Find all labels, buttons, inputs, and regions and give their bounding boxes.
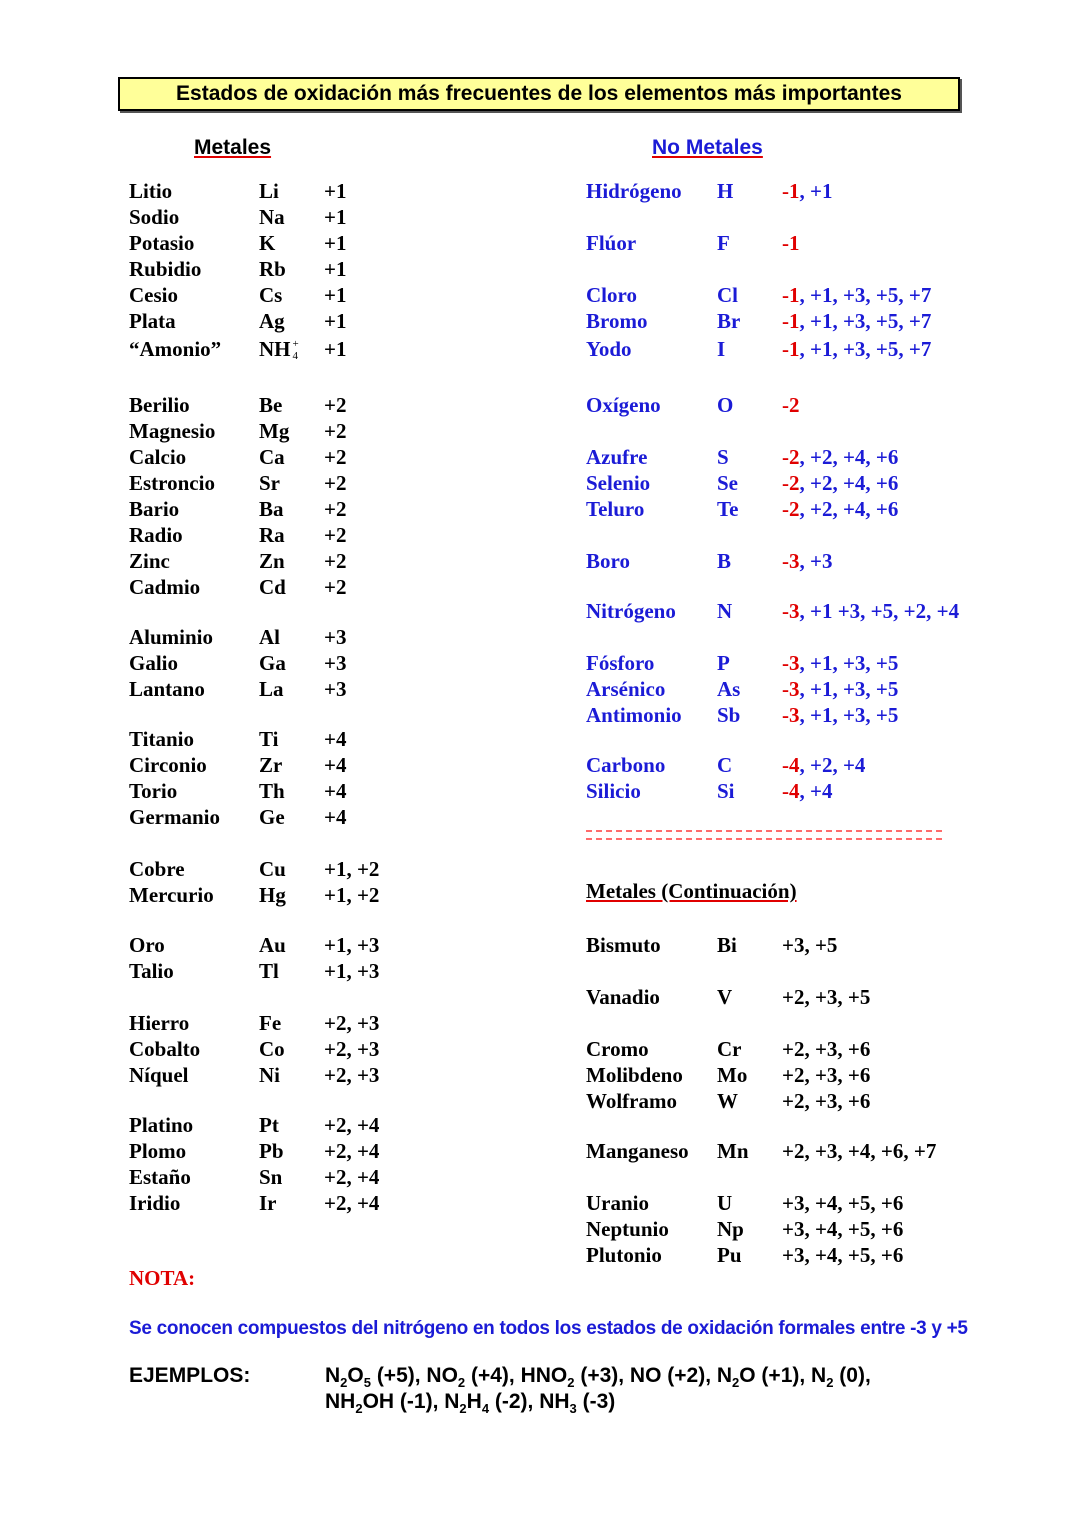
- element-symbol: [259, 856, 286, 882]
- formula-subscript: 4: [481, 1401, 490, 1417]
- element-symbol-base: Sr: [259, 471, 280, 495]
- element-name: Azufre: [586, 445, 648, 469]
- metales-heading: Metales: [194, 136, 272, 159]
- element-symbol-base: Pb: [259, 1139, 284, 1163]
- negative-state: -1: [782, 337, 800, 361]
- element-name: Antimonio: [586, 703, 682, 727]
- element-symbol-base: Ga: [259, 651, 286, 675]
- no-metal-row: [0, 598, 1080, 624]
- oxidation-states: [782, 676, 898, 702]
- oxidation-states: +2, +3, +4, +6, +7: [782, 1139, 937, 1163]
- formula-subscript: 2: [567, 1375, 575, 1391]
- nota-text: Se conocen compuestos del nitrógeno en todos los estados de oxidación formales entre -3 y +5: [129, 1318, 968, 1339]
- negative-state: -3: [782, 703, 800, 727]
- metales-continuacion-heading: Metales (Continuación): [586, 879, 797, 903]
- element-symbol-base: Zr: [259, 753, 283, 777]
- element-name: Zinc: [129, 549, 170, 573]
- oxidation-states: +2, +3, +6: [782, 1063, 871, 1087]
- no-metal-row: [0, 444, 1080, 470]
- element-symbol-base: Mg: [259, 419, 290, 443]
- element-name: Oxígeno: [586, 393, 661, 417]
- element-symbol: Si: [717, 779, 735, 803]
- oxidation-states: [782, 282, 931, 308]
- element-symbol: [259, 1164, 282, 1190]
- element-symbol: N: [717, 599, 733, 623]
- element-symbol-base: Ir: [259, 1191, 277, 1215]
- element-symbol: [259, 1010, 281, 1036]
- oxidation-states: [782, 752, 865, 778]
- oxidation-states: [782, 496, 898, 522]
- element-name: Bismuto: [586, 933, 661, 957]
- charge-superscript: +: [292, 338, 299, 351]
- formula-subscript: 2: [732, 1375, 740, 1391]
- element-symbol: [259, 624, 280, 650]
- ejemplos-line-2: [325, 1390, 616, 1417]
- formula-text: (+4), HNO: [465, 1364, 568, 1387]
- oxidation-states: [782, 702, 898, 728]
- oxidation-states: +2, +4: [324, 1165, 380, 1189]
- element-name: Nitrógeno: [586, 599, 676, 623]
- no-metal-row: [0, 650, 1080, 676]
- element-name: Cadmio: [129, 575, 201, 599]
- element-name: Litio: [129, 179, 173, 203]
- element-symbol: P: [717, 651, 730, 675]
- positive-states: , +1, +3, +5, +7: [799, 283, 932, 307]
- element-symbol: [259, 726, 278, 752]
- oxidation-states: +1: [324, 231, 347, 255]
- element-name: Rubidio: [129, 257, 202, 281]
- element-symbol: [259, 204, 285, 230]
- metal-cont-row: [0, 1190, 1080, 1216]
- element-name: Galio: [129, 651, 179, 675]
- metal-row: [0, 522, 540, 548]
- oxidation-states: [782, 392, 800, 418]
- formula-subscript: 2: [826, 1375, 834, 1391]
- element-symbol-base: Rb: [259, 257, 286, 281]
- oxidation-states: [782, 308, 931, 334]
- negative-state: -2: [782, 497, 800, 521]
- element-name: Magnesio: [129, 419, 216, 443]
- metal-row: [0, 1010, 540, 1036]
- element-name: Circonio: [129, 753, 207, 777]
- element-name: Titanio: [129, 727, 194, 751]
- element-name: Bario: [129, 497, 180, 521]
- oxidation-states: +2: [324, 497, 347, 521]
- oxidation-states: +3, +5: [782, 933, 838, 957]
- positive-states: , +2, +4, +6: [799, 471, 899, 495]
- formula-text: (0),: [833, 1364, 871, 1387]
- metal-cont-row: [0, 932, 1080, 958]
- element-symbol: Cl: [717, 283, 738, 307]
- element-symbol: [259, 882, 286, 908]
- formula-text: NH: [325, 1390, 356, 1413]
- element-symbol: [259, 256, 286, 282]
- formula-subscript: 2: [459, 1401, 467, 1417]
- oxidation-states: [782, 778, 832, 804]
- positive-states: , +1, +3, +5: [799, 677, 899, 701]
- element-name: “Amonio”: [129, 337, 222, 361]
- formula-text: (-3): [576, 1390, 616, 1413]
- element-name: Plutonio: [586, 1243, 662, 1267]
- element-symbol-base: Cd: [259, 575, 286, 599]
- oxidation-states: +1: [324, 205, 347, 229]
- section-divider: [586, 830, 942, 840]
- element-name: Wolframo: [586, 1089, 677, 1113]
- positive-states: , +1, +3, +5, +7: [799, 309, 932, 333]
- element-symbol-base: Ti: [259, 727, 279, 751]
- metal-row: [0, 204, 540, 230]
- oxidation-states: +1: [324, 283, 347, 307]
- element-name: Cobre: [129, 857, 185, 881]
- metal-cont-row: [0, 1138, 1080, 1164]
- element-symbol: H: [717, 179, 734, 203]
- metal-cont-row: [0, 1088, 1080, 1114]
- element-symbol: [259, 958, 279, 984]
- element-name: Aluminio: [129, 625, 214, 649]
- oxidation-states: +2, +3: [324, 1011, 380, 1035]
- element-symbol: S: [717, 445, 729, 469]
- no-metal-row: [0, 282, 1080, 308]
- oxidation-states: +4: [324, 727, 347, 751]
- formula-text: OH (-1), N: [362, 1390, 460, 1413]
- element-name: Estroncio: [129, 471, 215, 495]
- oxidation-states: +1, +3: [324, 933, 380, 957]
- element-symbol: As: [717, 677, 741, 701]
- metal-row: [0, 958, 540, 984]
- element-symbol-base: Cu: [259, 857, 286, 881]
- positive-states: , +1, +3, +5, +7: [799, 337, 932, 361]
- element-symbol: [259, 574, 286, 600]
- element-symbol: [259, 522, 285, 548]
- element-symbol-base: Co: [259, 1037, 285, 1061]
- negative-state: -3: [782, 549, 800, 573]
- oxidation-states: [782, 230, 800, 256]
- positive-states: , +2, +4: [799, 753, 866, 777]
- no-metal-row: [0, 702, 1080, 728]
- metal-cont-row: [0, 1216, 1080, 1242]
- element-symbol-base: Ni: [259, 1063, 280, 1087]
- positive-states: , +1, +3, +5: [799, 651, 899, 675]
- oxidation-states: +2, +4: [324, 1113, 380, 1137]
- element-symbol: Bi: [717, 933, 737, 957]
- element-symbol: Mo: [717, 1063, 748, 1087]
- element-name: Boro: [586, 549, 630, 573]
- element-name: Radio: [129, 523, 183, 547]
- no-metal-row: [0, 752, 1080, 778]
- oxidation-states: [782, 598, 959, 624]
- oxidation-states: +3: [324, 625, 347, 649]
- element-symbol: Pu: [717, 1243, 742, 1267]
- formula-text: (-2), NH: [489, 1390, 570, 1413]
- oxidation-states: +2: [324, 549, 347, 573]
- oxidation-states: +1, +2: [324, 857, 380, 881]
- element-name: Níquel: [129, 1063, 189, 1087]
- no-metal-row: [0, 548, 1080, 574]
- element-symbol-base: Pt: [259, 1113, 279, 1137]
- negative-state: -2: [782, 471, 800, 495]
- no-metal-row: [0, 392, 1080, 418]
- element-name: Cloro: [586, 283, 637, 307]
- oxidation-states: +2: [324, 575, 347, 599]
- element-name: Mercurio: [129, 883, 214, 907]
- oxidation-states: [782, 548, 832, 574]
- formula-text: O (+1), N: [739, 1364, 827, 1387]
- oxidation-states: +1, +2: [324, 883, 380, 907]
- no-metal-row: [0, 336, 1080, 362]
- element-symbol-base: Fe: [259, 1011, 282, 1035]
- metal-row: [0, 856, 540, 882]
- formula-subscript: 5: [363, 1375, 371, 1391]
- element-name: Talio: [129, 959, 174, 983]
- element-name: Oro: [129, 933, 165, 957]
- metal-row: [0, 624, 540, 650]
- oxidation-states: +1, +3: [324, 959, 380, 983]
- no-metal-row: [0, 470, 1080, 496]
- no-metal-row: [0, 308, 1080, 334]
- element-symbol: Mn: [717, 1139, 749, 1163]
- element-symbol: Te: [717, 497, 739, 521]
- oxidation-states: +2, +4: [324, 1191, 380, 1215]
- oxidation-states: [782, 470, 898, 496]
- oxidation-states: +3: [324, 651, 347, 675]
- metal-row: [0, 726, 540, 752]
- no-metales-heading: No Metales: [652, 136, 763, 159]
- oxidation-states: +3, +4, +5, +6: [782, 1217, 904, 1241]
- negative-state: -4: [782, 753, 800, 777]
- element-name: Iridio: [129, 1191, 181, 1215]
- element-symbol-base: NH: [259, 337, 291, 361]
- oxidation-states: +2, +3: [324, 1037, 380, 1061]
- element-symbol: Np: [717, 1217, 744, 1241]
- element-name: Plomo: [129, 1139, 187, 1163]
- element-symbol-base: K: [259, 231, 276, 255]
- element-symbol: [259, 418, 289, 444]
- element-name: Fósforo: [586, 651, 655, 675]
- oxidation-states: +2: [324, 445, 347, 469]
- negative-state: -1: [782, 283, 800, 307]
- element-symbol-base: Na: [259, 205, 285, 229]
- oxidation-states: +2: [324, 419, 347, 443]
- positive-states: , +3: [799, 549, 833, 573]
- negative-state: -3: [782, 599, 800, 623]
- element-name: Cesio: [129, 283, 178, 307]
- no-metal-row: [0, 230, 1080, 256]
- negative-state: -1: [782, 231, 800, 255]
- metal-row: [0, 256, 540, 282]
- no-metal-row: [0, 178, 1080, 204]
- nota-title: NOTA:: [129, 1266, 196, 1290]
- element-symbol: Br: [717, 309, 741, 333]
- element-name: Selenio: [586, 471, 651, 495]
- element-name: Plata: [129, 309, 176, 333]
- metal-row: [0, 1112, 540, 1138]
- element-symbol-base: Hg: [259, 883, 286, 907]
- formula-text: H: [466, 1390, 482, 1413]
- element-symbol: I: [717, 337, 726, 361]
- negative-state: -2: [782, 393, 800, 417]
- element-name: Cromo: [586, 1037, 649, 1061]
- element-symbol-base: Al: [259, 625, 280, 649]
- oxidation-states: +2: [324, 471, 347, 495]
- element-name: Uranio: [586, 1191, 649, 1215]
- element-symbol-base: Cs: [259, 283, 283, 307]
- oxidation-states: [782, 650, 898, 676]
- element-name: Calcio: [129, 445, 187, 469]
- no-metal-row: [0, 496, 1080, 522]
- negative-state: -1: [782, 179, 800, 203]
- element-name: Manganeso: [586, 1139, 689, 1163]
- oxidation-states: +3, +4, +5, +6: [782, 1191, 904, 1215]
- element-name: Estaño: [129, 1165, 191, 1189]
- formula-text: (+5), NO: [370, 1364, 458, 1387]
- element-name: Berilio: [129, 393, 190, 417]
- element-symbol-base: Ba: [259, 497, 284, 521]
- element-name: Flúor: [586, 231, 637, 255]
- no-metal-row: [0, 676, 1080, 702]
- metal-row: [0, 882, 540, 908]
- oxidation-states: +1: [324, 179, 347, 203]
- page-title: Estados de oxidación más frecuentes de los elementos más importantes: [118, 77, 960, 111]
- element-name: Neptunio: [586, 1217, 669, 1241]
- oxidation-states: +2, +3, +6: [782, 1037, 871, 1061]
- oxidation-states: +3: [324, 677, 347, 701]
- element-name: Platino: [129, 1113, 194, 1137]
- formula-subscript: 2: [457, 1375, 466, 1391]
- positive-states: , +4: [799, 779, 833, 803]
- element-name: Molibdeno: [586, 1063, 683, 1087]
- element-symbol-base: Tl: [259, 959, 279, 983]
- element-symbol-base: Ra: [259, 523, 285, 547]
- element-symbol: U: [717, 1191, 733, 1215]
- formula-subscript: 3: [569, 1401, 577, 1417]
- oxidation-states: +4: [324, 805, 347, 829]
- oxidation-states: +4: [324, 753, 347, 777]
- ejemplos-line-1: [325, 1364, 871, 1391]
- positive-states: , +1, +3, +5: [799, 703, 899, 727]
- element-symbol-base: Sn: [259, 1165, 283, 1189]
- oxidation-states: +1: [324, 337, 347, 361]
- element-symbol: Cr: [717, 1037, 742, 1061]
- negative-state: -2: [782, 445, 800, 469]
- element-name: Vanadio: [586, 985, 660, 1009]
- metal-row: [0, 574, 540, 600]
- oxidation-states: [782, 336, 931, 362]
- element-name: Lantano: [129, 677, 205, 701]
- oxidation-states: [782, 178, 832, 204]
- negative-state: -1: [782, 309, 800, 333]
- element-name: Bromo: [586, 309, 648, 333]
- formula-text: (+3), NO (+2), N: [574, 1364, 733, 1387]
- element-symbol: O: [717, 393, 734, 417]
- no-metal-row: [0, 778, 1080, 804]
- element-symbol-base: Ag: [259, 309, 285, 333]
- metal-cont-row: [0, 1036, 1080, 1062]
- element-symbol: V: [717, 985, 733, 1009]
- element-symbol: Se: [717, 471, 738, 495]
- metal-row: [0, 804, 540, 830]
- oxidation-states: +4: [324, 779, 347, 803]
- element-symbol-base: La: [259, 677, 284, 701]
- element-symbol: Sb: [717, 703, 741, 727]
- element-name: Potasio: [129, 231, 195, 255]
- element-name: Germanio: [129, 805, 220, 829]
- element-symbol: C: [717, 753, 733, 777]
- positive-states: , +2, +4, +6: [799, 497, 899, 521]
- oxidation-states: +2, +4: [324, 1139, 380, 1163]
- negative-state: -3: [782, 651, 800, 675]
- element-symbol-base: Ca: [259, 445, 285, 469]
- formula-text: N: [325, 1364, 341, 1387]
- charge-subscript: 4: [292, 350, 298, 363]
- metal-cont-row: [0, 1242, 1080, 1268]
- negative-state: -3: [782, 677, 800, 701]
- element-name: Carbono: [586, 753, 666, 777]
- element-name: Hierro: [129, 1011, 190, 1035]
- element-symbol-base: Th: [259, 779, 285, 803]
- oxidation-states: +2: [324, 523, 347, 547]
- oxidation-states: +1: [324, 257, 347, 281]
- positive-states: , +1: [799, 179, 833, 203]
- formula-subscript: 2: [340, 1375, 348, 1391]
- metal-row: [0, 1164, 540, 1190]
- formula-text: O: [347, 1364, 364, 1387]
- oxidation-states: +2, +3: [324, 1063, 380, 1087]
- element-name: Silicio: [586, 779, 641, 803]
- element-symbol-base: Li: [259, 179, 279, 203]
- positive-states: , +2, +4, +6: [799, 445, 899, 469]
- element-symbol: B: [717, 549, 732, 573]
- element-symbol: [259, 804, 285, 830]
- oxidation-states: +2, +3, +6: [782, 1089, 871, 1113]
- metal-cont-row: [0, 1062, 1080, 1088]
- negative-state: -4: [782, 779, 800, 803]
- element-name: Cobalto: [129, 1037, 201, 1061]
- positive-states: , +1 +3, +5, +2, +4: [799, 599, 960, 623]
- oxidation-states: [782, 444, 898, 470]
- element-name: Arsénico: [586, 677, 666, 701]
- element-name: Teluro: [586, 497, 645, 521]
- element-name: Yodo: [586, 337, 632, 361]
- metal-cont-row: [0, 984, 1080, 1010]
- ejemplos-label: EJEMPLOS:: [129, 1364, 251, 1387]
- element-name: Torio: [129, 779, 178, 803]
- formula-subscript: 2: [355, 1401, 363, 1417]
- oxidation-states: +1: [324, 309, 347, 333]
- element-symbol-base: Ge: [259, 805, 285, 829]
- oxidation-states: +2, +3, +5: [782, 985, 871, 1009]
- element-symbol-base: Zn: [259, 549, 285, 573]
- oxidation-states: +3, +4, +5, +6: [782, 1243, 904, 1267]
- element-name: Sodio: [129, 205, 180, 229]
- element-symbol: F: [717, 231, 730, 255]
- element-name: Hidrógeno: [586, 179, 682, 203]
- element-symbol: [259, 1112, 279, 1138]
- element-symbol-base: Au: [259, 933, 286, 957]
- element-symbol-base: Be: [259, 393, 283, 417]
- metal-row: [0, 418, 540, 444]
- oxidation-states: +2: [324, 393, 347, 417]
- element-symbol: W: [717, 1089, 738, 1113]
